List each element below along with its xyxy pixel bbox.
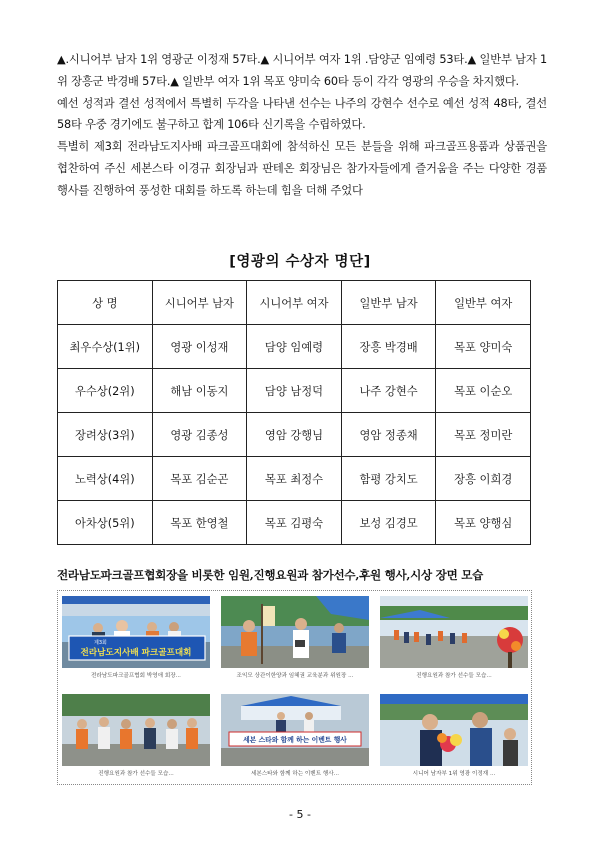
table-row (58, 501, 531, 545)
table-cell: 목포 최정수 (247, 457, 342, 501)
table-cell: 장려상(3위) (58, 413, 153, 457)
table-cell: 목포 김평숙 (247, 501, 342, 545)
photo-caption-text: 세본스타와 함께 하는 이벤트 행사... (250, 771, 340, 777)
photo-cell (378, 593, 530, 683)
table-cell: 보성 김경모 (341, 501, 436, 545)
table-cell: 목포 한영철 (152, 501, 247, 545)
table-cell: 나주 강현수 (341, 369, 436, 413)
table-header-row (58, 281, 531, 325)
table-cell: 목포 양행심 (436, 501, 531, 545)
paragraph-winners: ▲.시니어부 남자 1위 영광군 이정재 57타.▲ 시니어부 여자 1위 .담양군 임예령 53타.▲ 일반부 남자 1위 장흥군 박경배 57타.▲ 일반부 여자 1위 목포 양미숙 60타 등이 각각 영광의 우승을 차지했다. (57, 53, 547, 88)
table-header: 일반부 남자 (341, 281, 436, 325)
paragraph-record: 예선 성적과 결선 성적에서 특별히 두각을 나타낸 선수는 나주의 강현수 선수로 예선 성적 48타, 결선 58타 우중 경기에도 불구하고 합계 106타 신기록을 수립하였다. (57, 96, 547, 132)
table-cell: 영광 김종성 (152, 413, 247, 457)
page-number: - 5 - (289, 808, 311, 821)
table-cell: 장흥 이희경 (436, 457, 531, 501)
winners-list-title: [영광의 수상자 명단] (229, 254, 371, 270)
table-cell: 해남 이동지 (152, 369, 247, 413)
photo-officials (221, 596, 369, 668)
table-cell: 최우수상(1위) (58, 325, 153, 369)
table-cell: 함평 강치도 (341, 457, 436, 501)
photo-staff (62, 694, 210, 766)
photo-cell (60, 593, 212, 683)
paragraph-sponsors: 특별히 제3회 전라남도지사배 파크골프대회에 참석하신 모든 분들을 위해 파크골프용품과 상품권을 협찬하여 주신 세본스타 이경규 회장님과 판테온 회장님은 참가자들에게 즐거움을 주는 다양한 경품 행사를 진행하여 풍성한 대회를 하도록 하는데 힘을 더해 주었다 (57, 140, 547, 197)
table-cell: 아차상(5위) (58, 501, 153, 545)
photo-opening-banner (62, 596, 210, 668)
table-header: 시니어부 남자 (152, 281, 247, 325)
table-row (58, 369, 531, 413)
table-header: 시니어부 여자 (247, 281, 342, 325)
photo-sponsor-event (221, 694, 369, 766)
banner-event-text: 전라남도지사배 파크골프대회 (80, 648, 192, 658)
table-cell: 영암 강행님 (247, 413, 342, 457)
banner-edition-text: 제3회 (94, 640, 107, 646)
table-cell: 담양 남정덕 (247, 369, 342, 413)
table-row (58, 457, 531, 501)
table-cell: 목포 김순곤 (152, 457, 247, 501)
table-cell: 장흥 박경배 (341, 325, 436, 369)
table-cell: 목포 이순오 (436, 369, 531, 413)
table-cell: 담양 임예령 (247, 325, 342, 369)
photo-caption-text: 시니어 남자부 1위 영광 이정재 ... (412, 771, 496, 777)
table-row (58, 413, 531, 457)
photo-award-ceremony (380, 694, 528, 766)
table-header: 일반부 여자 (436, 281, 531, 325)
photo-cell (219, 593, 371, 683)
photo-caption-text: 조익모 상관이한양과 임혜권 교육분과 위원장 ... (236, 673, 354, 679)
sponsor-banner-text: 세본 스타와 함께 하는 이벤트 행사 (243, 736, 347, 744)
table-cell: 영암 정종채 (341, 413, 436, 457)
photo-grid (57, 590, 532, 785)
table-header: 상 명 (58, 281, 153, 325)
table-cell: 영광 이성재 (152, 325, 247, 369)
photos-title: 전라남도파크골프협회장을 비롯한 임원,진행요원과 참가선수,후원 행사,시상 장면 모습 (57, 568, 484, 582)
article-body (57, 49, 547, 202)
table-row (58, 325, 531, 369)
photo-cell (219, 691, 371, 781)
photo-caption-text: 진행요원과 참가 선수들 모습... (98, 771, 174, 777)
winners-table (57, 280, 531, 545)
table-cell: 노력상(4위) (58, 457, 153, 501)
photo-cell (60, 691, 212, 781)
table-cell: 목포 정미란 (436, 413, 531, 457)
table-cell: 우수상(2위) (58, 369, 153, 413)
photo-caption-text: 진행요원과 참가 선수들 모습... (416, 673, 492, 679)
photo-cell (378, 691, 530, 781)
photo-caption-text: 전라남도파크골프협회 박영애 회장... (91, 673, 181, 679)
photo-field (380, 596, 528, 668)
table-cell: 목포 양미숙 (436, 325, 531, 369)
